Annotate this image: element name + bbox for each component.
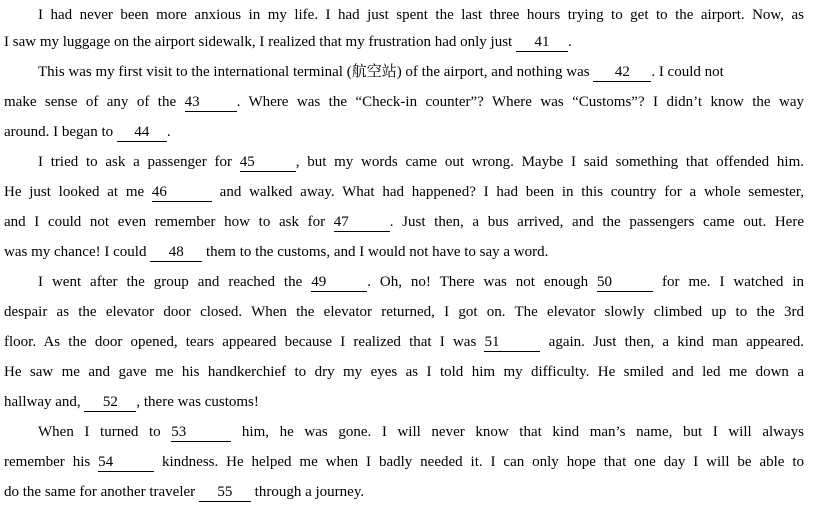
- blank-46: 46: [152, 184, 212, 202]
- blank-53: 53: [171, 424, 231, 442]
- passage-line-3: This was my first visit to the international terminal (航空站) of the airport, and nothing was 42 . I could not: [38, 64, 724, 80]
- blank-54: 54: [98, 454, 154, 472]
- passage-line-15: When I turned to 53 him, he was gone. I will never know that kind man’s name, but I will always: [38, 424, 804, 440]
- blank-42: 42: [593, 64, 651, 82]
- blank-43: 43: [185, 94, 237, 112]
- blank-50: 50: [597, 274, 653, 292]
- passage-line-6: I tried to ask a passenger for 45 , but my words came out wrong. Maybe I said something that offended him.: [38, 154, 804, 170]
- blank-48: 48: [150, 244, 202, 262]
- passage-line-12: floor. As the door opened, tears appeared because I realized that I was 51 again. Just then, a kind man appeared.: [4, 334, 804, 350]
- passage-line-14: hallway and, 52 , there was customs!: [4, 394, 259, 410]
- blank-49: 49: [311, 274, 367, 292]
- blank-51: 51: [484, 334, 540, 352]
- blank-47: 47: [334, 214, 390, 232]
- passage-line-8: and I could not even remember how to ask for 47 . Just then, a bus arrived, and the passengers came out. Here: [4, 214, 804, 230]
- passage-line-9: was my chance! I could 48 them to the customs, and I would not have to say a word.: [4, 244, 549, 260]
- passage-line-10: I went after the group and reached the 49 . Oh, no! There was not enough 50 for me. I watched in: [38, 274, 805, 290]
- blank-44: 44: [117, 124, 167, 142]
- passage-line-11: despair as the elevator door closed. When the elevator returned, I got on. The elevator slowly climbed up to the 3rd: [4, 304, 804, 320]
- blank-45: 45: [240, 154, 296, 172]
- passage-line-4: make sense of any of the 43 . Where was the “Check-in counter”? Where was “Customs”? I didn’t know the way: [4, 94, 805, 110]
- passage-line-16: remember his 54 kindness. He helped me when I badly needed it. I can only hope that one day I will be able to: [4, 454, 804, 470]
- passage-line-5: around. I began to 44 .: [4, 124, 171, 140]
- passage-line-2: I saw my luggage on the airport sidewalk, I realized that my frustration had only just 41 .: [4, 34, 572, 50]
- passage-line-13: He saw me and gave me his handkerchief to dry my eyes as I told him my difficulty. He smiled and led me down a: [4, 364, 804, 380]
- blank-52: 52: [84, 394, 136, 412]
- passage-line-1: I had never been more anxious in my life. I had just spent the last three hours trying to get to the airport. Now, as: [38, 7, 804, 23]
- passage-line-7: He just looked at me 46 and walked away. What had happened? I had been in this country for a whole semester,: [4, 184, 804, 200]
- blank-55: 55: [199, 484, 251, 502]
- blank-41: 41: [516, 34, 568, 52]
- passage-line-17: do the same for another traveler 55 through a journey.: [4, 484, 365, 500]
